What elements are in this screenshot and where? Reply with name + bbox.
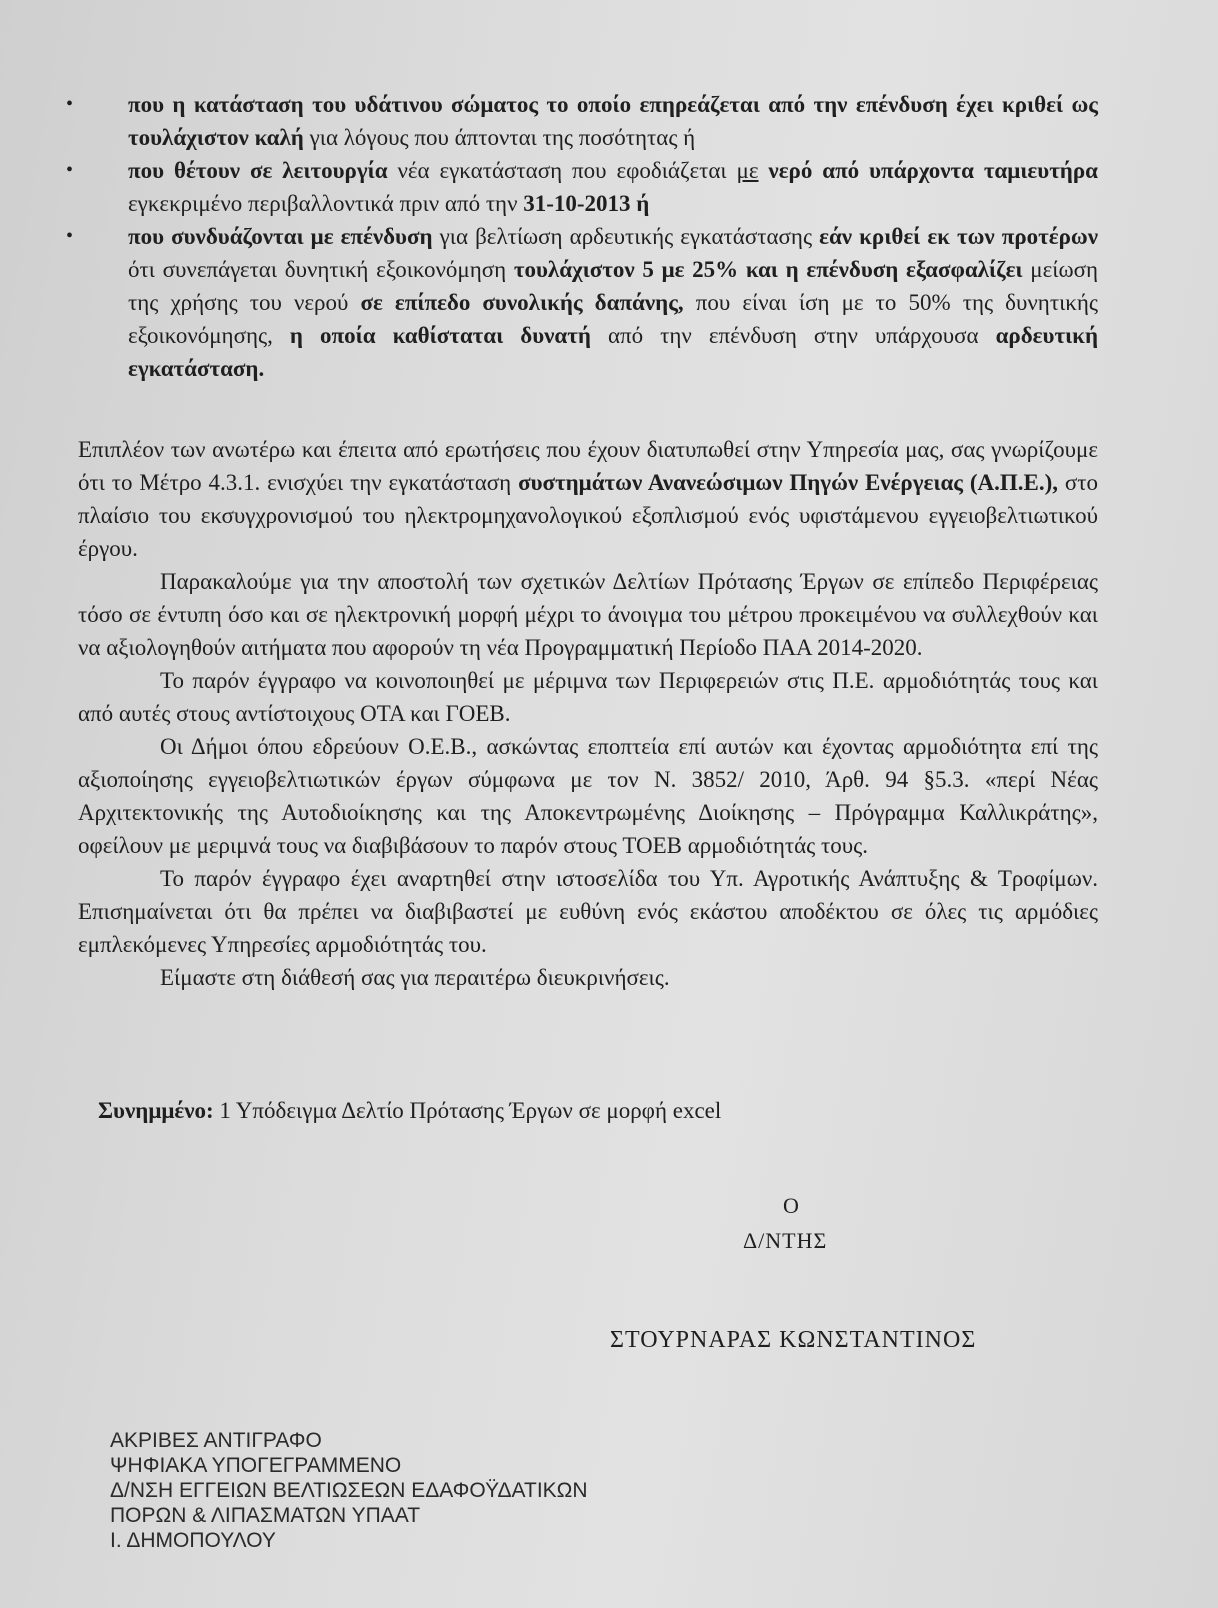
bullet-dot: • <box>66 93 74 115</box>
bullet-item <box>66 154 1099 220</box>
stamp-line: ΑΚΡΙΒΕΣ ΑΝΤΙΓΡΑΦΟ <box>110 1429 322 1452</box>
bullet-bold-text: σε επίπεδο συνολικής δαπάνης, <box>360 290 684 315</box>
stamp-line: ΠΟΡΩΝ & ΛΙΠΑΣΜΑΤΩΝ ΥΠΑΑΤ <box>110 1504 421 1527</box>
certification-stamp <box>110 1428 588 1553</box>
bullet-text: από την επένδυση στην υπάρχουσα <box>590 323 996 348</box>
bullet-bold-text: αρδευτική εγκατάσταση. <box>128 323 1099 381</box>
signature-article: Ο <box>783 1193 799 1218</box>
bullet-underlined-text: με <box>736 158 759 183</box>
bullet-item <box>66 220 1099 385</box>
stamp-line: Ι. ΔΗΜΟΠΟΥΛΟΥ <box>110 1529 276 1552</box>
stamp-line: ΨΗΦΙΑΚΑ ΥΠΟΓΕΓΡΑΜΜΕΝΟ <box>110 1454 402 1477</box>
bullet-text: για λόγους που άπτονται της ποσότητας ή <box>303 125 696 150</box>
signature-title: Δ/ΝΤΗΣ <box>743 1228 828 1253</box>
bullet-bold-text: που συνδυάζονται με επένδυση <box>128 224 433 249</box>
bullet-bold-text: που θέτουν σε λειτουργία <box>128 158 388 183</box>
paragraph: Το παρόν έγγραφο έχει αναρτηθεί στην ιστοσελίδα του Υπ. Αγροτικής Ανάπτυξης & Τροφίμων. Επισημαίνεται ότι θα πρέπει να διαβιβαστεί με ευθύνη ενός εκάστου αποδέκτου σε όλες τις αρμόδιες εμπλεκόμενες Υπηρεσίες αρμοδιότητάς του. <box>78 866 1098 957</box>
attachment-line <box>98 1094 721 1127</box>
bullet-text: νέα εγκατάσταση που εφοδιάζεται <box>387 158 737 183</box>
paragraph-bold-text: συστημάτων Ανανεώσιμων Πηγών Ενέργειας (Α.Π.Ε.), <box>518 470 1058 495</box>
bullet-dot: • <box>66 159 74 181</box>
bullet-text: μείωση της χρήσης του νερού <box>128 257 1099 315</box>
paragraph: Παρακαλούμε για την αποστολή των σχετικών Δελτίων Πρότασης Έργων σε επίπεδο Περιφέρειας τόσο σε έντυπη όσο και σε ηλεκτρονική μορφή μέχρι το άνοιγμα του μέτρου προκειμένου να συλλεχθούν και να αξιολογηθούν αιτήματα που αφορούν τη νέα Προγραμματική Περίοδο ΠΑΑ 2014-2020. <box>78 569 1098 660</box>
attachment-label: Συνημμένο: <box>98 1098 214 1123</box>
paragraph: Είμαστε στη διάθεσή σας για περαιτέρω διευκρινήσεις. <box>160 965 670 990</box>
bullet-bold-text: νερό από υπάρχοντα ταμιευτήρα <box>758 158 1099 183</box>
bullet-bold-text: που η κατάσταση του υδάτινου σώματος το οποίο επηρεάζεται από την επένδυση έχει κριθεί ως τουλάχιστον καλή <box>128 92 1098 150</box>
body-text <box>78 433 1098 994</box>
bullet-item <box>66 88 1098 154</box>
bullet-text: για βελτίωση αρδευτικής εγκατάστασης <box>432 224 820 249</box>
paragraph-text: Επιπλέον των ανωτέρω και έπειτα από ερωτήσεις που έχουν διατυπωθεί στην Υπηρεσία μας, σας γνωρίζουμε ότι το Μέτρο 4.3.1. ενισχύει την εγκατάσταση <box>78 437 1098 495</box>
bullet-bold-text: η οποία καθίσταται δυνατή <box>289 323 591 348</box>
signature-name: ΣΤΟΥΡΝΑΡΑΣ ΚΩΝΣΤΑΝΤΙΝΟΣ <box>610 1327 977 1353</box>
paragraph <box>78 433 1098 565</box>
bullet-dot: • <box>66 225 74 247</box>
stamp-line: Δ/ΝΣΗ ΕΓΓΕΙΩΝ ΒΕΛΤΙΩΣΕΩΝ ΕΔΑΦΟΫΔΑΤΙΚΩΝ <box>110 1479 588 1502</box>
attachment-text: 1 Υπόδειγμα Δελτίο Πρότασης Έργων σε μορφή excel <box>213 1098 722 1123</box>
paragraph-text: στο πλαίσιο του εκσυγχρονισμού του ηλεκτρομηχανολογικού εξοπλισμού ενός υφιστάμενου εγγειοβελτιωτικού έργου. <box>78 470 1098 561</box>
bullet-bold-text: τουλάχιστον 5 με 25% και η επένδυση εξασφαλίζει <box>513 257 1023 282</box>
bullet-text: εγκεκριμένο περιβαλλοντικά πριν από την <box>128 191 524 216</box>
bullet-text: ότι συνεπάγεται δυνητική εξοικονόμηση <box>128 257 514 282</box>
bullet-bold-text: εάν κριθεί εκ των προτέρων <box>819 224 1098 249</box>
bullet-bold-text: 31-10-2013 ή <box>523 191 650 216</box>
bullet-text: που είναι ίση με το 50% της δυνητικής εξοικονόμησης, <box>128 290 1098 348</box>
paragraph: Το παρόν έγγραφο να κοινοποιηθεί με μέριμνα των Περιφερειών στις Π.Ε. αρμοδιότητάς τους και από αυτές στους αντίστοιχους ΟΤΑ και ΓΟΕΒ. <box>78 668 1098 726</box>
bullet-list <box>66 88 1099 385</box>
paragraph: Οι Δήμοι όπου εδρεύουν Ο.Ε.Β., ασκώντας εποπτεία επί αυτών και έχοντας αρμοδιότητα επί της αξιοποίησης εγγειοβελτιωτικών έργων σύμφωνα με τον Ν. 3852/ 2010, Άρθ. 94 §5.3. «περί Νέας Αρχιτεκτονικής της Αυτοδιοίκησης και της Αποκεντρωμένης Διοίκησης – Πρόγραμμα Καλλικράτης», οφείλουν με μεριμνά τους να διαβιβάσουν το παρόν στους ΤΟΕΒ αρμοδιότητάς τους. <box>78 734 1098 858</box>
